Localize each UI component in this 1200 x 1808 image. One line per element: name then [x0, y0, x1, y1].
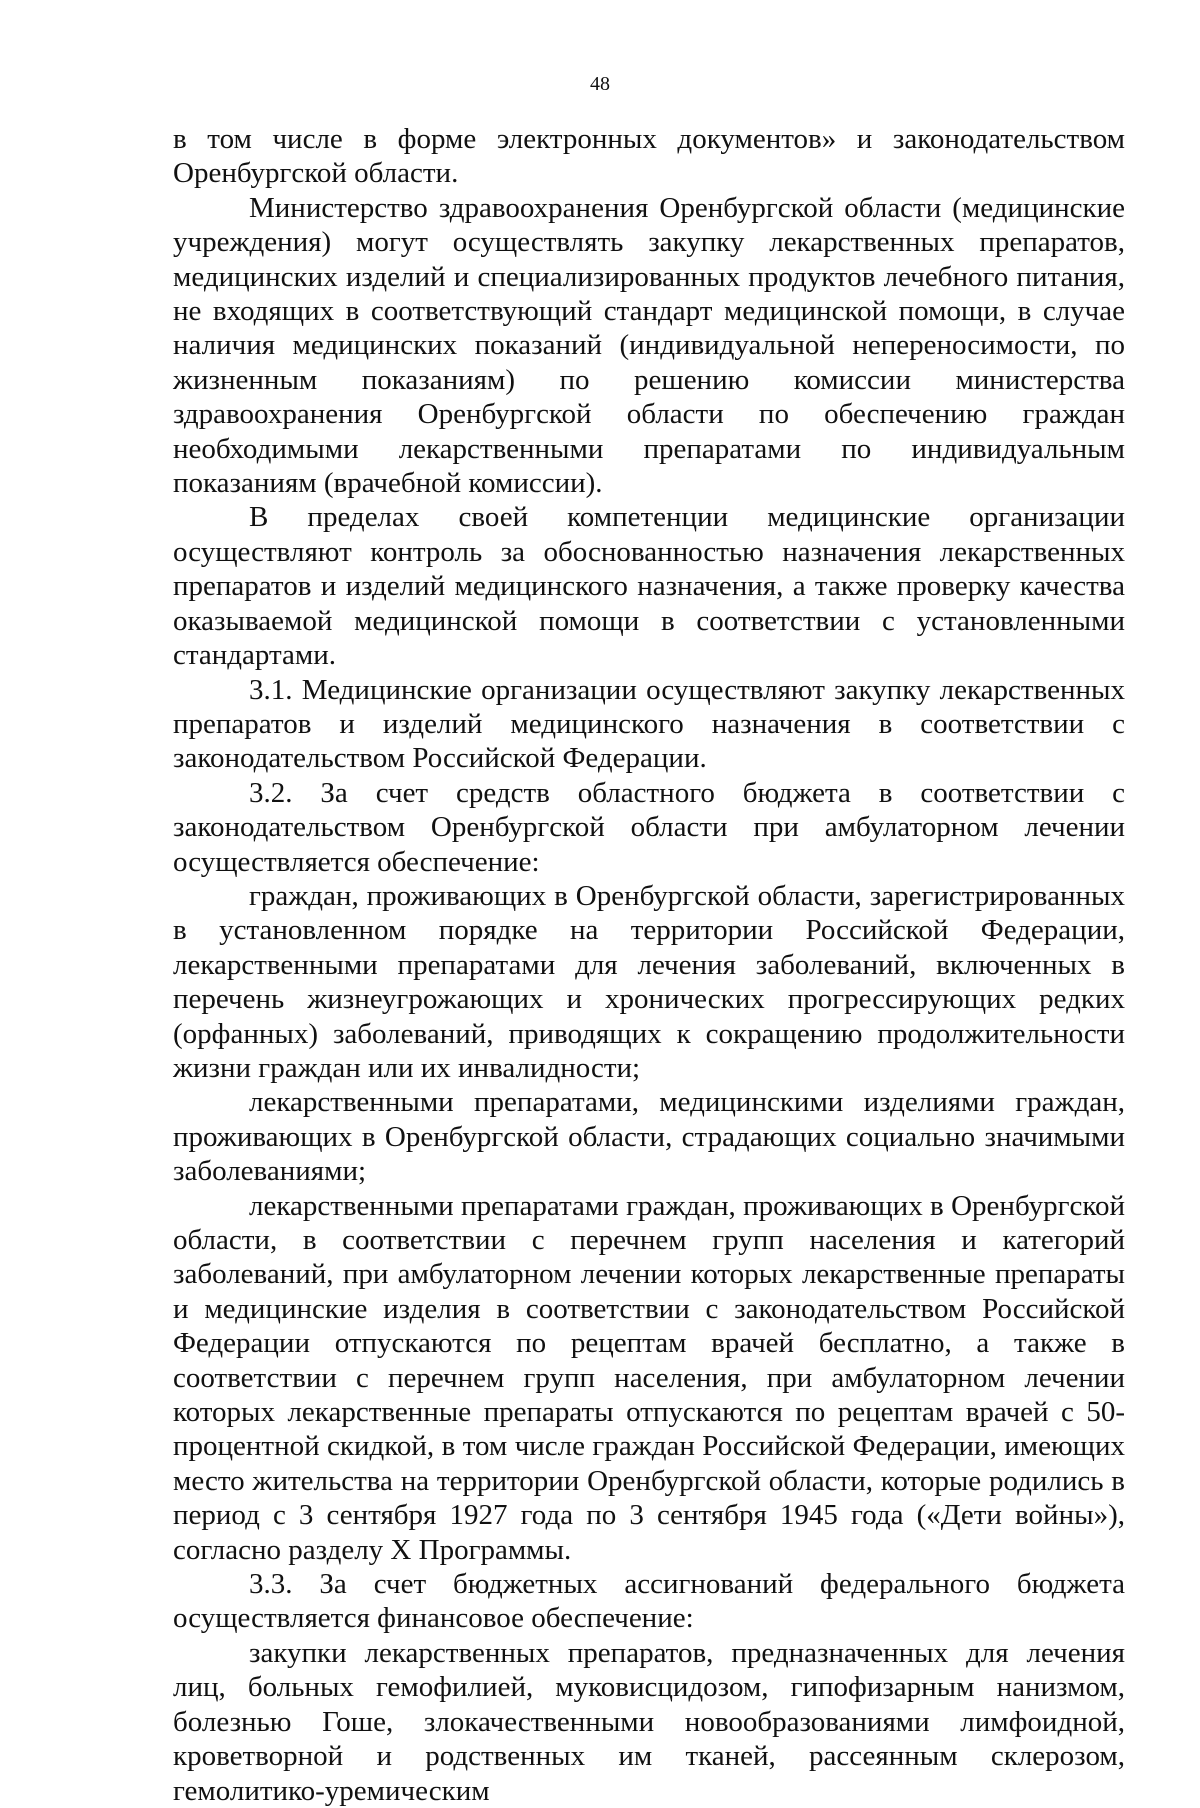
paragraph: 3.3. За счет бюджетных ассигнований федерального бюджета осуществляется финансовое обеспечение: [173, 1568, 1125, 1635]
paragraph: лекарственными препаратами, медицинскими изделиями граждан, проживающих в Оренбургской области, страдающих социально значимыми заболеваниями; [173, 1086, 1125, 1188]
paragraph: в том числе в форме электронных документов» и законодательством Оренбургской области. [173, 123, 1125, 190]
page-body [173, 122, 1125, 1808]
paragraph: 3.2. За счет средств областного бюджета в соответствии с законодательством Оренбургской области при амбулаторном лечении осуществляется обеспечение: [173, 776, 1125, 878]
paragraph: лекарственными препаратами граждан, проживающих в Оренбургской области, в соответствии с перечнем групп населения и категорий заболеваний, при амбулаторном лечении которых лекарственные препараты и медицинские изделия в соответствии с законодательством Российской Федерации отпускаются по рецептам врачей бесплатно, а также в соответствии с перечнем групп населения, при амбулаторном лечении которых лекарственные препараты отпускаются по рецептам врачей с 50-процентной скидкой, в том числе граждан Российской Федерации, имеющих место жительства на территории Оренбургской области, которые родились в период с 3 сентября 1927 года по 3 сентября 1945 года («Дети войны»), согласно разделу X Программы. [173, 1189, 1125, 1566]
page-number: 48 [590, 73, 610, 95]
paragraph: 3.1. Медицинские организации осуществляют закупку лекарственных препаратов и изделий медицинского назначения в соответствии с законодательством Российской Федерации. [173, 673, 1125, 775]
paragraph: граждан, проживающих в Оренбургской области, зарегистрированных в установленном порядке на территории Российской Федерации, лекарственными препаратами для лечения заболеваний, включенных в перечень жизнеугрожающих и хронических прогрессирующих редких (орфанных) заболеваний, приводящих к сокращению продолжительности жизни граждан или их инвалидности; [173, 879, 1125, 1084]
paragraph: В пределах своей компетенции медицинские организации осуществляют контроль за обоснованностью назначения лекарственных препаратов и изделий медицинского назначения, а также проверку качества оказываемой медицинской помощи в соответствии с установленными стандартами. [173, 501, 1125, 672]
paragraph: закупки лекарственных препаратов, предназначенных для лечения лиц, больных гемофилией, муковисцидозом, гипофизарным нанизмом, болезнью Гоше, злокачественными новообразованиями лимфоидной, кроветворной и родственных им тканей, рассеянным склерозом, гемолитико-уремическим [173, 1636, 1125, 1807]
paragraph: Министерство здравоохранения Оренбургской области (медицинские учреждения) могут осуществлять закупку лекарственных препаратов, медицинских изделий и специализированных продуктов лечебного питания, не входящих в соответствующий стандарт медицинской помощи, в случае наличия медицинских показаний (индивидуальной непереносимости, по жизненным показаниям) по решению комиссии министерства здравоохранения Оренбургской области по обеспечению граждан необходимыми лекарственными препаратами по индивидуальным показаниям (врачебной комиссии). [173, 191, 1125, 500]
